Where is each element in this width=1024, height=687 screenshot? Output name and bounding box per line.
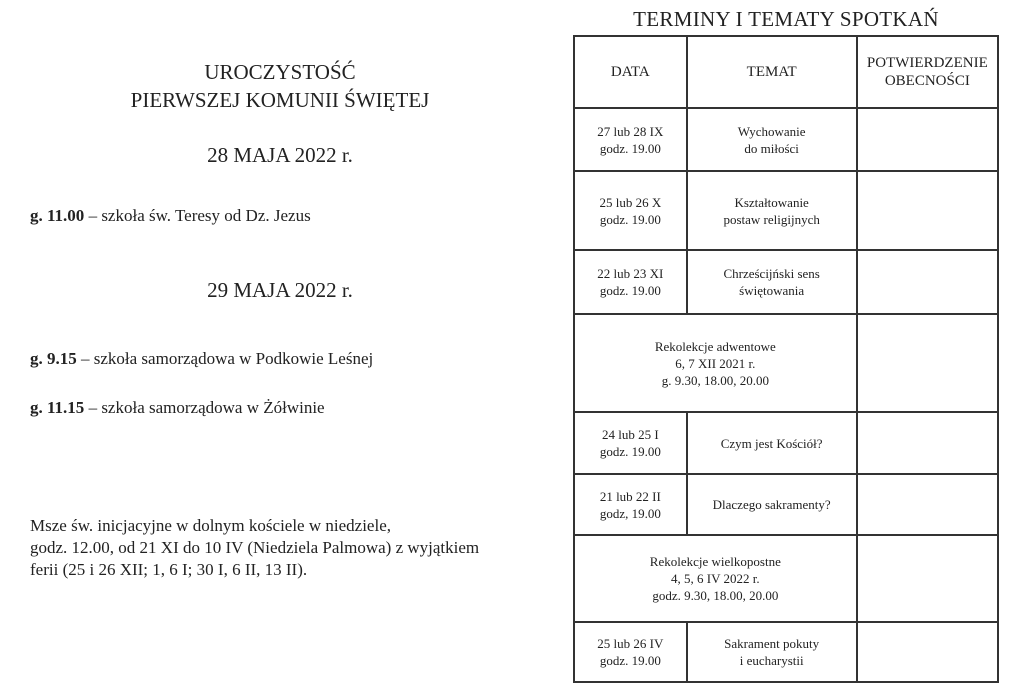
date-cell [574,250,687,314]
confirmation-cell [857,622,998,682]
date-cell [574,108,687,171]
date-line: 25 lub 26 IV [597,636,664,651]
schedule-entry-2 [30,349,373,369]
time-line: godz. 19.00 [599,444,661,459]
date-cell [574,171,687,250]
date-line: 24 lub 25 I [601,427,659,442]
schedule-table [573,35,999,683]
retreat-cell [574,314,857,412]
retreat-line: Rekolekcje adwentowe [654,338,776,354]
retreat-line: Rekolekcje wielkopostne [649,554,781,569]
retreat-line: 6, 7 XII 2021 r. [675,355,756,371]
topic-line: Wychowanie [737,123,806,139]
header-confirmation-line-2: OBECNOŚCI [884,73,970,89]
table-row-retreat [574,314,998,412]
table-row [574,171,998,250]
date-heading-1: 28 MAJA 2022 r. [207,143,353,167]
ceremony-title [60,58,500,114]
entry-text: – szkoła św. Teresy od Dz. Jezus [84,206,311,225]
date-line: 22 lub 23 XI [597,266,664,281]
schedule-entry-3 [30,398,325,418]
time-line: godz. 19.00 [599,653,661,668]
table-row [574,108,998,171]
time-line: godz, 19.00 [599,505,661,521]
note-line-3: ferii (25 i 26 XII; 1, 6 I; 30 I, 6 II, 13 II). [30,560,308,579]
confirmation-cell [857,412,998,474]
topic-line: Kształtowanie [734,194,809,210]
header-topic: TEMAT [687,36,857,108]
topic-cell [687,250,857,314]
date-heading-2: 29 MAJA 2022 r. [207,278,353,302]
note-line-2: godz. 12.00, od 21 XI do 10 IV (Niedziela Palmowa) z wyjątkiem [30,538,480,557]
confirmation-cell [857,250,998,314]
table-row [574,250,998,314]
confirmation-cell [857,314,998,412]
confirmation-cell [857,474,998,535]
retreat-line: 4, 5, 6 IV 2022 r. [671,571,760,586]
topic-line: Sakrament pokuty [724,636,820,651]
date-line: 27 lub 28 IX [597,123,664,139]
header-confirmation [857,36,998,108]
date-line: 25 lub 26 X [599,194,662,210]
table-row [574,474,998,535]
date-cell [574,474,687,535]
schedule-entry-1 [30,206,311,226]
topic-line: Czym jest Kościół? [720,435,823,451]
header-confirmation-line-1: POTWIERDZENIE [866,55,988,71]
topic-line: Dlaczego sakramenty? [712,497,831,512]
entry-text: – szkoła samorządowa w Podkowie Leśnej [76,349,374,368]
table-row-retreat [574,535,998,622]
topic-cell [687,108,857,171]
entry-text: – szkoła samorządowa w Żółwinie [84,398,325,417]
retreat-line: g. 9.30, 18.00, 20.00 [661,372,769,388]
time-line: godz. 19.00 [599,211,661,227]
retreat-line: godz. 9.30, 18.00, 20.00 [652,588,779,603]
topic-cell [687,474,857,535]
topic-line: postaw religijnych [723,211,820,227]
topic-cell [687,622,857,682]
title-line-2: PIERWSZEJ KOMUNII ŚWIĘTEJ [130,88,430,112]
date-cell [574,412,687,474]
confirmation-cell [857,535,998,622]
topic-cell [687,412,857,474]
topic-line: Chrześcijński sens [723,266,820,281]
table-header-row [574,36,998,108]
entry-time: g. 11.00 [30,206,85,225]
header-date: DATA [574,36,687,108]
note-line-1: Msze św. inicjacyjne w dolnym kościele w niedziele, [30,516,391,535]
entry-time: g. 11.15 [30,398,85,417]
confirmation-cell [857,108,998,171]
topic-line: świętowania [739,283,805,298]
title-line-1: UROCZYSTOŚĆ [204,60,356,84]
retreat-cell [574,535,857,622]
confirmation-cell [857,171,998,250]
table-row [574,622,998,682]
time-line: godz. 19.00 [599,140,661,156]
table-row [574,412,998,474]
date-cell [574,622,687,682]
mass-note [30,515,540,581]
entry-time: g. 9.15 [30,349,77,368]
topic-cell [687,171,857,250]
topic-line: i eucharystii [739,653,804,668]
date-line: 21 lub 22 II [599,488,661,504]
time-line: godz. 19.00 [599,283,661,298]
schedule-title: TERMINY I TEMATY SPOTKAŃ [633,7,939,31]
topic-line: do miłości [744,140,799,156]
